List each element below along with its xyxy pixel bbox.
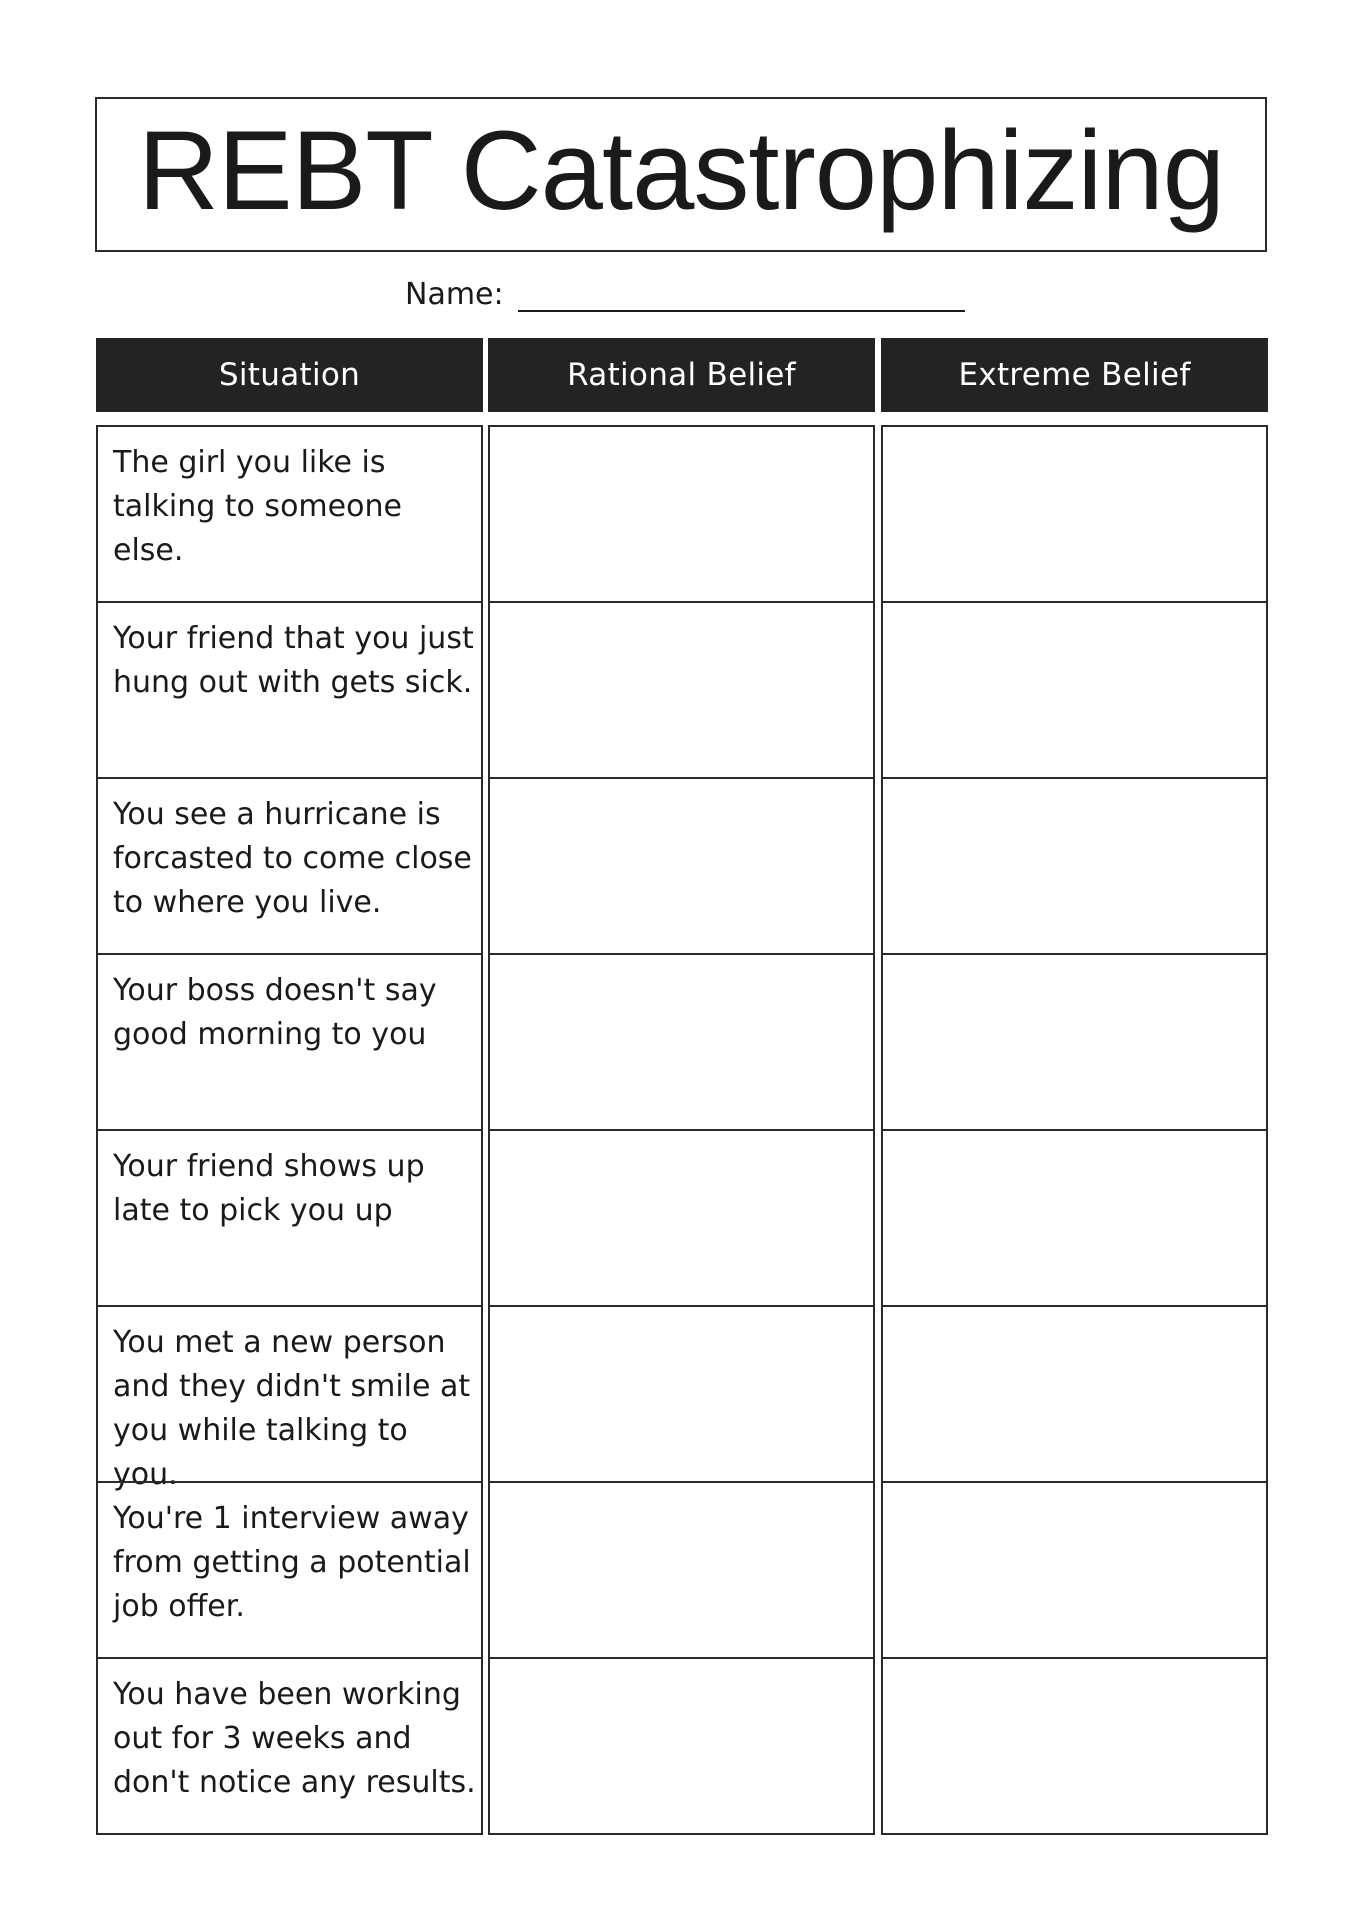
rational-belief-cell[interactable] (488, 953, 875, 1131)
rational-belief-cell[interactable] (488, 777, 875, 955)
page-title: REBT Catastrophizing (138, 107, 1224, 233)
rational-belief-cell[interactable] (488, 601, 875, 779)
situation-cell (96, 601, 483, 779)
situation-cell (96, 777, 483, 955)
extreme-belief-cell[interactable] (881, 777, 1268, 955)
header-extreme-belief: Extreme Belief (881, 338, 1268, 412)
rational-belief-cell[interactable] (488, 1305, 875, 1483)
rational-belief-cell[interactable] (488, 1129, 875, 1307)
rational-belief-cell[interactable] (488, 1481, 875, 1659)
situation-text: Your friend that you just hung out with gets sick. (113, 621, 474, 700)
extreme-belief-cell[interactable] (881, 425, 1268, 603)
title-box (95, 97, 1267, 252)
situation-cell (96, 1481, 483, 1659)
situation-text: Your boss doesn't say good morning to you (113, 973, 437, 1052)
extreme-belief-cell[interactable] (881, 1657, 1268, 1835)
situation-cell (96, 1657, 483, 1835)
extreme-belief-cell[interactable] (881, 601, 1268, 779)
name-row (405, 268, 965, 318)
situation-text: You're 1 interview away from getting a potential job offer. (113, 1501, 471, 1624)
extreme-belief-cell[interactable] (881, 1305, 1268, 1483)
situation-text: You have been working out for 3 weeks and don't notice any results. (113, 1677, 476, 1800)
situation-text: The girl you like is talking to someone else. (113, 445, 402, 568)
situation-cell (96, 953, 483, 1131)
situation-text: You met a new person and they didn't smile at you while talking to you. (113, 1325, 471, 1492)
extreme-belief-cell[interactable] (881, 1481, 1268, 1659)
header-situation: Situation (96, 338, 483, 412)
situation-cell (96, 1129, 483, 1307)
rational-belief-cell[interactable] (488, 1657, 875, 1835)
header-rational-belief: Rational Belief (488, 338, 875, 412)
situation-cell (96, 1305, 483, 1492)
situation-text: You see a hurricane is forcasted to come close to where you live. (113, 797, 472, 920)
extreme-belief-cell[interactable] (881, 953, 1268, 1131)
extreme-belief-cell[interactable] (881, 1129, 1268, 1307)
situation-cell (96, 425, 483, 603)
situation-text: Your friend shows up late to pick you up (113, 1149, 425, 1228)
name-line[interactable] (518, 310, 965, 312)
rational-belief-cell[interactable] (488, 425, 875, 603)
name-label: Name: (405, 277, 504, 312)
table-header (96, 338, 1268, 412)
